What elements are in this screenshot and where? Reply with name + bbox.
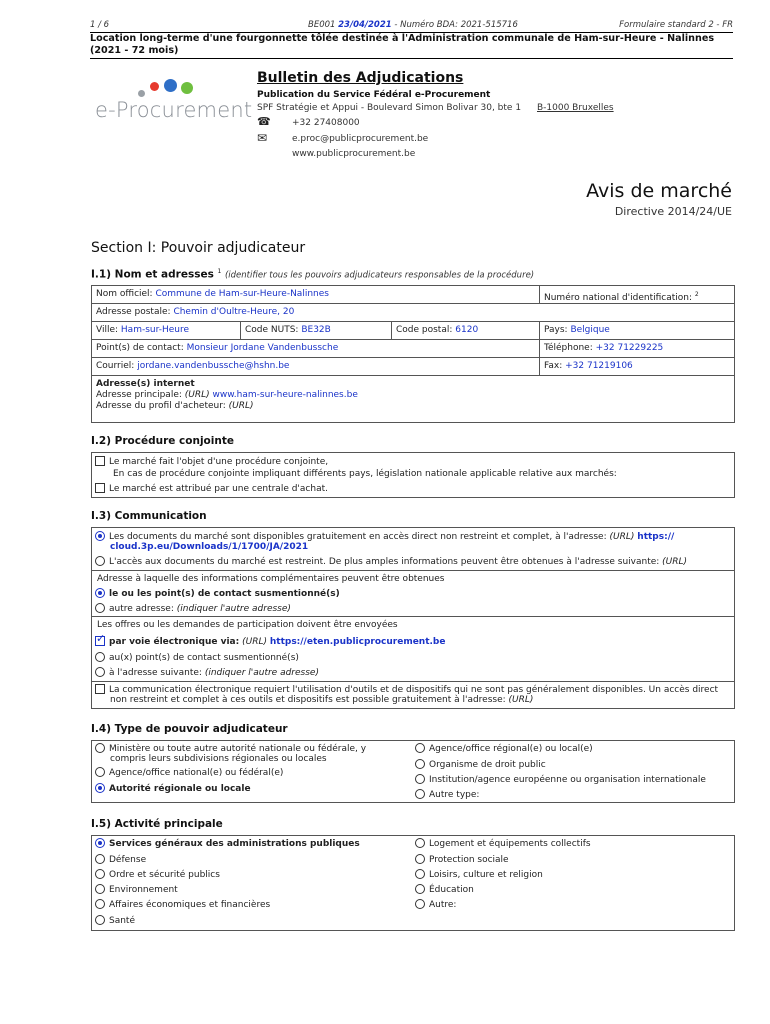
radio-selected[interactable] bbox=[95, 531, 105, 541]
radio[interactable] bbox=[95, 915, 105, 925]
national-id-cell: Numéro national d'identification: $^2$ bbox=[539, 285, 735, 304]
page-number: 1 / 6 bbox=[90, 20, 110, 30]
subsection-1-4-title: I.4) Type de pouvoir adjudicateur bbox=[91, 723, 288, 735]
reference: BE001 23/04/2021 - Numéro BDA: 2021-515716 bbox=[308, 20, 518, 30]
activity-general-services[interactable]: Services généraux des administrations publiques bbox=[95, 838, 360, 850]
info-other-option[interactable]: autre adresse: (indiquer l'autre adresse) bbox=[95, 603, 291, 615]
radio[interactable] bbox=[415, 884, 425, 894]
internet-cell: Adresse(s) internet Adresse principale: (URL) www.ham-sur-heure-nalinnes.be Adresse du profil d'acheteur: (URL) bbox=[91, 375, 735, 423]
title-rule bbox=[90, 58, 733, 59]
activity-environment[interactable]: Environnement bbox=[95, 884, 178, 896]
publisher-address: SPF Stratégie et Appui - Boulevard Simon Bolivar 30, bte 1 bbox=[257, 103, 522, 113]
activity-housing[interactable]: Logement et équipements collectifs bbox=[415, 838, 591, 850]
form-label: Formulaire standard 2 - FR bbox=[619, 20, 733, 30]
offers-label: Les offres ou les demandes de participation doivent être envoyées bbox=[97, 620, 398, 630]
authority-option-national[interactable]: Agence/office national(e) ou fédéral(e) bbox=[95, 767, 283, 779]
logo-text: e-Procurement bbox=[95, 98, 253, 122]
postal-address-cell: Adresse postale: Chemin d'Oultre-Heure, 20 bbox=[91, 303, 735, 322]
radio[interactable] bbox=[415, 789, 425, 799]
nuts-code: BE32B bbox=[301, 325, 331, 335]
info-label: Adresse à laquelle des informations complémentaires peuvent être obtenues bbox=[97, 574, 445, 584]
authority-option-ministry-cont: compris leurs subdivisions régionales ou locales bbox=[110, 754, 327, 764]
activity-leisure[interactable]: Loisirs, culture et religion bbox=[415, 869, 543, 881]
activity-other[interactable]: Autre: bbox=[415, 899, 456, 911]
logo-dot-blue bbox=[164, 79, 177, 92]
activity-public-order[interactable]: Ordre et sécurité publics bbox=[95, 869, 220, 881]
offers-electronic-option[interactable]: ✓par voie électronique via: (URL) https://eten.publicprocurement.be bbox=[95, 636, 445, 648]
activity-education[interactable]: Éducation bbox=[415, 884, 474, 896]
activity-defense[interactable]: Défense bbox=[95, 854, 146, 866]
docs-url-link[interactable]: cloud.3p.eu/Downloads/1/1700/JA/2021 bbox=[110, 542, 309, 552]
radio-selected[interactable] bbox=[95, 588, 105, 598]
radio[interactable] bbox=[415, 854, 425, 864]
city: Ham-sur-Heure bbox=[120, 325, 190, 335]
radio[interactable] bbox=[415, 838, 425, 848]
publisher-phone: +32 27408000 bbox=[292, 118, 360, 128]
radio[interactable] bbox=[95, 899, 105, 909]
postal-code-cell: Code postal: 6120 bbox=[391, 321, 540, 340]
publisher-city: B-1000 Bruxelles bbox=[537, 103, 614, 113]
radio[interactable] bbox=[95, 556, 105, 566]
tools-note: non restreint et complet à ces outils et dispositifs est possible gratuitement à l'adresse: (URL) bbox=[110, 695, 534, 705]
activity-social[interactable]: Protection sociale bbox=[415, 854, 509, 866]
official-name: Commune de Ham-sur-Heure-Nalinnes bbox=[155, 289, 329, 299]
nuts-cell: Code NUTS: BE32B bbox=[240, 321, 392, 340]
radio-selected[interactable] bbox=[95, 838, 105, 848]
offers-address-option[interactable]: à l'adresse suivante: (indiquer l'autre adresse) bbox=[95, 667, 319, 679]
docs-free-option[interactable]: Les documents du marché sont disponibles gratuitement en accès direct non restreint et complet, à l'adresse: (URL) https:// bbox=[95, 531, 674, 543]
checkbox[interactable] bbox=[95, 456, 105, 466]
radio[interactable] bbox=[95, 869, 105, 879]
phone-icon: ☎ bbox=[257, 115, 271, 128]
radio[interactable] bbox=[95, 667, 105, 677]
radio-selected[interactable] bbox=[95, 783, 105, 793]
city-cell: Ville: Ham-sur-Heure bbox=[91, 321, 241, 340]
phone-cell: Téléphone: +32 71229225 bbox=[539, 339, 735, 358]
postal-code: 6120 bbox=[455, 325, 479, 335]
country-cell: Pays: Belgique bbox=[539, 321, 735, 340]
radio[interactable] bbox=[415, 743, 425, 753]
postal-address: Chemin d'Oultre-Heure, 20 bbox=[173, 307, 295, 317]
main-address-link[interactable]: www.ham-sur-heure-nalinnes.be bbox=[212, 390, 358, 400]
subsection-1-1-title: I.1) Nom et adresses $^1$ (identifier tous les pouvoirs adjudicateurs responsables de la procédure) bbox=[91, 268, 535, 281]
publisher-subtitle: Publication du Service Fédéral e-Procurement bbox=[257, 90, 491, 100]
checkbox[interactable] bbox=[95, 684, 105, 694]
radio[interactable] bbox=[95, 652, 105, 662]
offers-url-link[interactable]: https://eten.publicprocurement.be bbox=[269, 637, 446, 647]
radio[interactable] bbox=[415, 759, 425, 769]
activity-health[interactable]: Santé bbox=[95, 915, 135, 927]
notice-directive: Directive 2014/24/UE bbox=[614, 205, 732, 218]
country: Belgique bbox=[570, 325, 610, 335]
logo-dot-green bbox=[181, 82, 193, 94]
bulletin-title: Bulletin des Adjudications bbox=[257, 70, 464, 86]
authority-option-regional[interactable]: Autorité régionale ou locale bbox=[95, 783, 251, 795]
contact-email[interactable]: jordane.vandenbussche@hshn.be bbox=[137, 361, 290, 371]
logo-dot-red bbox=[150, 82, 159, 91]
central-purchasing-option[interactable]: Le marché est attribué par une centrale d'achat. bbox=[95, 483, 328, 495]
checkbox[interactable] bbox=[95, 483, 105, 493]
document-title: Location long-terme d'une fourgonnette tôlée destinée à l'Administration communale de Ham-sur-Heure - Nalinnes (2021 - 72 mois) bbox=[90, 33, 715, 56]
section-title: Section I: Pouvoir adjudicateur bbox=[91, 240, 306, 256]
info-contact-option[interactable]: le ou les point(s) de contact susmentionné(s) bbox=[95, 588, 340, 600]
offers-contact-option[interactable]: au(x) point(s) de contact susmentionné(s) bbox=[95, 652, 299, 664]
contact-person: Monsieur Jordane Vandenbussche bbox=[186, 343, 339, 353]
radio[interactable] bbox=[95, 767, 105, 777]
email-cell: Courriel: jordane.vandenbussche@hshn.be bbox=[91, 357, 540, 376]
logo-dot-grey bbox=[138, 90, 145, 97]
subsection-1-3-title: I.3) Communication bbox=[91, 510, 207, 522]
joint-procedure-note: En cas de procédure conjointe impliquant différents pays, législation nationale applicable relative aux marchés: bbox=[113, 469, 617, 479]
radio[interactable] bbox=[415, 899, 425, 909]
authority-option-other[interactable]: Autre type: bbox=[415, 789, 479, 801]
radio[interactable] bbox=[415, 869, 425, 879]
page-header bbox=[90, 20, 733, 32]
authority-option-public-body[interactable]: Organisme de droit public bbox=[415, 759, 546, 771]
activity-economic[interactable]: Affaires économiques et financières bbox=[95, 899, 270, 911]
notice-title: Avis de marché bbox=[586, 180, 732, 202]
subsection-1-2-title: I.2) Procédure conjointe bbox=[91, 435, 234, 447]
radio[interactable] bbox=[95, 603, 105, 613]
publisher-email[interactable]: e.proc@publicprocurement.be bbox=[292, 134, 429, 144]
contact-phone: +32 71229225 bbox=[595, 343, 664, 353]
subsection-1-5-title: I.5) Activité principale bbox=[91, 818, 223, 830]
checkbox-checked[interactable] bbox=[95, 636, 105, 646]
authority-option-regional-agency[interactable]: Agence/office régional(e) ou local(e) bbox=[415, 743, 593, 755]
fax-cell: Fax: +32 71219106 bbox=[539, 357, 735, 376]
contact-cell: Point(s) de contact: Monsieur Jordane Vandenbussche bbox=[91, 339, 540, 358]
publisher-web[interactable]: www.publicprocurement.be bbox=[292, 149, 416, 159]
joint-procedure-option[interactable]: Le marché fait l'objet d'une procédure conjointe, bbox=[95, 456, 328, 468]
tools-option[interactable]: La communication électronique requiert l'utilisation d'outils et de dispositifs qui ne sont pas généralement disponibles. Un accès direct bbox=[95, 684, 733, 696]
radio[interactable] bbox=[95, 743, 105, 753]
radio[interactable] bbox=[415, 774, 425, 784]
docs-restricted-option[interactable]: L'accès aux documents du marché est restreint. De plus amples informations peuvent être obtenues à l'adresse suivante: (URL) bbox=[95, 556, 687, 568]
authority-option-ministry[interactable]: Ministère ou toute autre autorité nationale ou fédérale, y bbox=[95, 743, 366, 755]
radio[interactable] bbox=[95, 884, 105, 894]
official-name-cell: Nom officiel: Commune de Ham-sur-Heure-Nalinnes bbox=[91, 285, 540, 304]
contact-fax: +32 71219106 bbox=[565, 361, 633, 371]
mail-icon: ✉ bbox=[257, 131, 268, 145]
authority-option-eu[interactable]: Institution/agence européenne ou organisation internationale bbox=[415, 774, 706, 786]
radio[interactable] bbox=[95, 854, 105, 864]
